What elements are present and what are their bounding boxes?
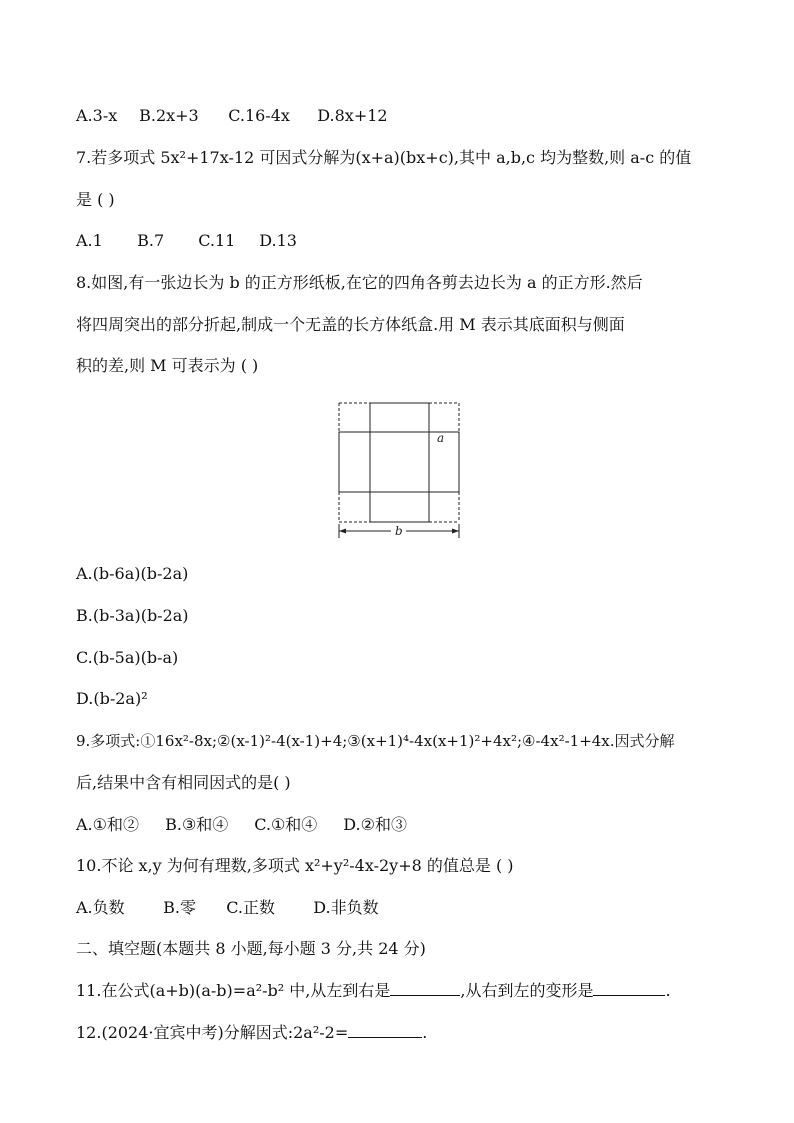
q10-option-d: D.非负数 [313, 898, 379, 917]
q9-options [76, 815, 407, 835]
q8-stem-line3: 积的差,则 M 可表示为 ( ) [76, 356, 259, 375]
q11-text-part3: . [665, 981, 671, 1000]
q7-option-d: D.13 [259, 231, 297, 250]
q9-option-a: A.①和② [76, 815, 139, 834]
q9-option-b: B.③和④ [165, 815, 229, 834]
q6-option-d: D.8x+12 [317, 106, 388, 125]
cut-corner-top-right [429, 403, 459, 432]
q11-stem [76, 981, 671, 1001]
label-b: b [395, 524, 403, 538]
q10-option-b: B.零 [163, 898, 196, 917]
q6-options [76, 106, 388, 126]
q7-option-b: B.7 [137, 231, 165, 250]
cut-corner-bottom-left [339, 492, 370, 522]
q7-stem-line1: 7.若多项式 5x²+17x-12 可因式分解为(x+a)(bx+c),其中 a,b,c 均为整数,则 a-c 的值 [76, 148, 692, 167]
q10-options [76, 898, 379, 918]
q8-option-b: B.(b-3a)(b-2a) [76, 606, 189, 625]
net-left-flap [339, 432, 370, 492]
q8-option-a: A.(b-6a)(b-2a) [76, 564, 189, 583]
q12-stem [76, 1023, 427, 1043]
q11-text-part2: ,从右到左的变形是 [460, 981, 594, 1000]
q11-text-part1: 11.在公式(a+b)(a-b)=a²-b² 中,从左到右是 [76, 981, 391, 1000]
dimension-arrow-right [452, 529, 459, 534]
q8-option-d: D.(b-2a)² [76, 689, 148, 708]
label-a: a [437, 431, 445, 445]
q12-blank[interactable] [348, 1023, 422, 1038]
cut-corner-bottom-right [429, 492, 459, 522]
q6-option-a: A.3-x [76, 106, 118, 125]
q8-stem-line1: 8.如图,有一张边长为 b 的正方形纸板,在它的四角各剪去边长为 a 的正方形.然后 [76, 273, 643, 292]
q9-option-d: D.②和③ [343, 815, 407, 834]
q10-option-c: C.正数 [226, 898, 275, 917]
q8-option-c: C.(b-5a)(b-a) [76, 648, 179, 667]
q6-option-c: C.16-4x [228, 106, 290, 125]
net-base [370, 432, 429, 492]
q9-stem-line1: 9.多项式:①16x²-8x;②(x-1)²-4(x-1)+4;③(x+1)⁴-4x(x+1)²+4x²;④-4x²-1+4x.因式分解 [76, 732, 675, 750]
dimension-arrow-left [339, 529, 346, 534]
q12-text-part2: . [422, 1023, 428, 1042]
cut-corner-top-left [339, 403, 370, 432]
net-bottom-flap [370, 492, 429, 522]
section-heading: 二、填空题(本题共 8 小题,每小题 3 分,共 24 分) [76, 939, 426, 958]
q11-blank-2[interactable] [593, 981, 665, 996]
box-net-figure [336, 400, 464, 542]
q12-text-part1: 12.(2024·宜宾中考)分解因式:2a²-2= [76, 1023, 349, 1042]
q7-option-a: A.1 [76, 231, 103, 250]
q11-blank-1[interactable] [390, 981, 460, 996]
q9-option-c: C.①和④ [254, 815, 318, 834]
q7-option-c: C.11 [198, 231, 236, 250]
q7-stem-line2: 是 ( ) [76, 190, 115, 209]
q6-option-b: B.2x+3 [139, 106, 199, 125]
q10-stem: 10.不论 x,y 为何有理数,多项式 x²+y²-4x-2y+8 的值总是 ( ) [76, 856, 514, 875]
q8-stem-line2: 将四周突出的部分折起,制成一个无盖的长方体纸盒.用 M 表示其底面积与侧面 [76, 315, 625, 334]
q10-option-a: A.负数 [76, 898, 125, 917]
net-top-flap [370, 403, 429, 432]
q7-options [76, 231, 297, 251]
q9-stem-line2: 后,结果中含有相同因式的是( ) [76, 773, 291, 792]
